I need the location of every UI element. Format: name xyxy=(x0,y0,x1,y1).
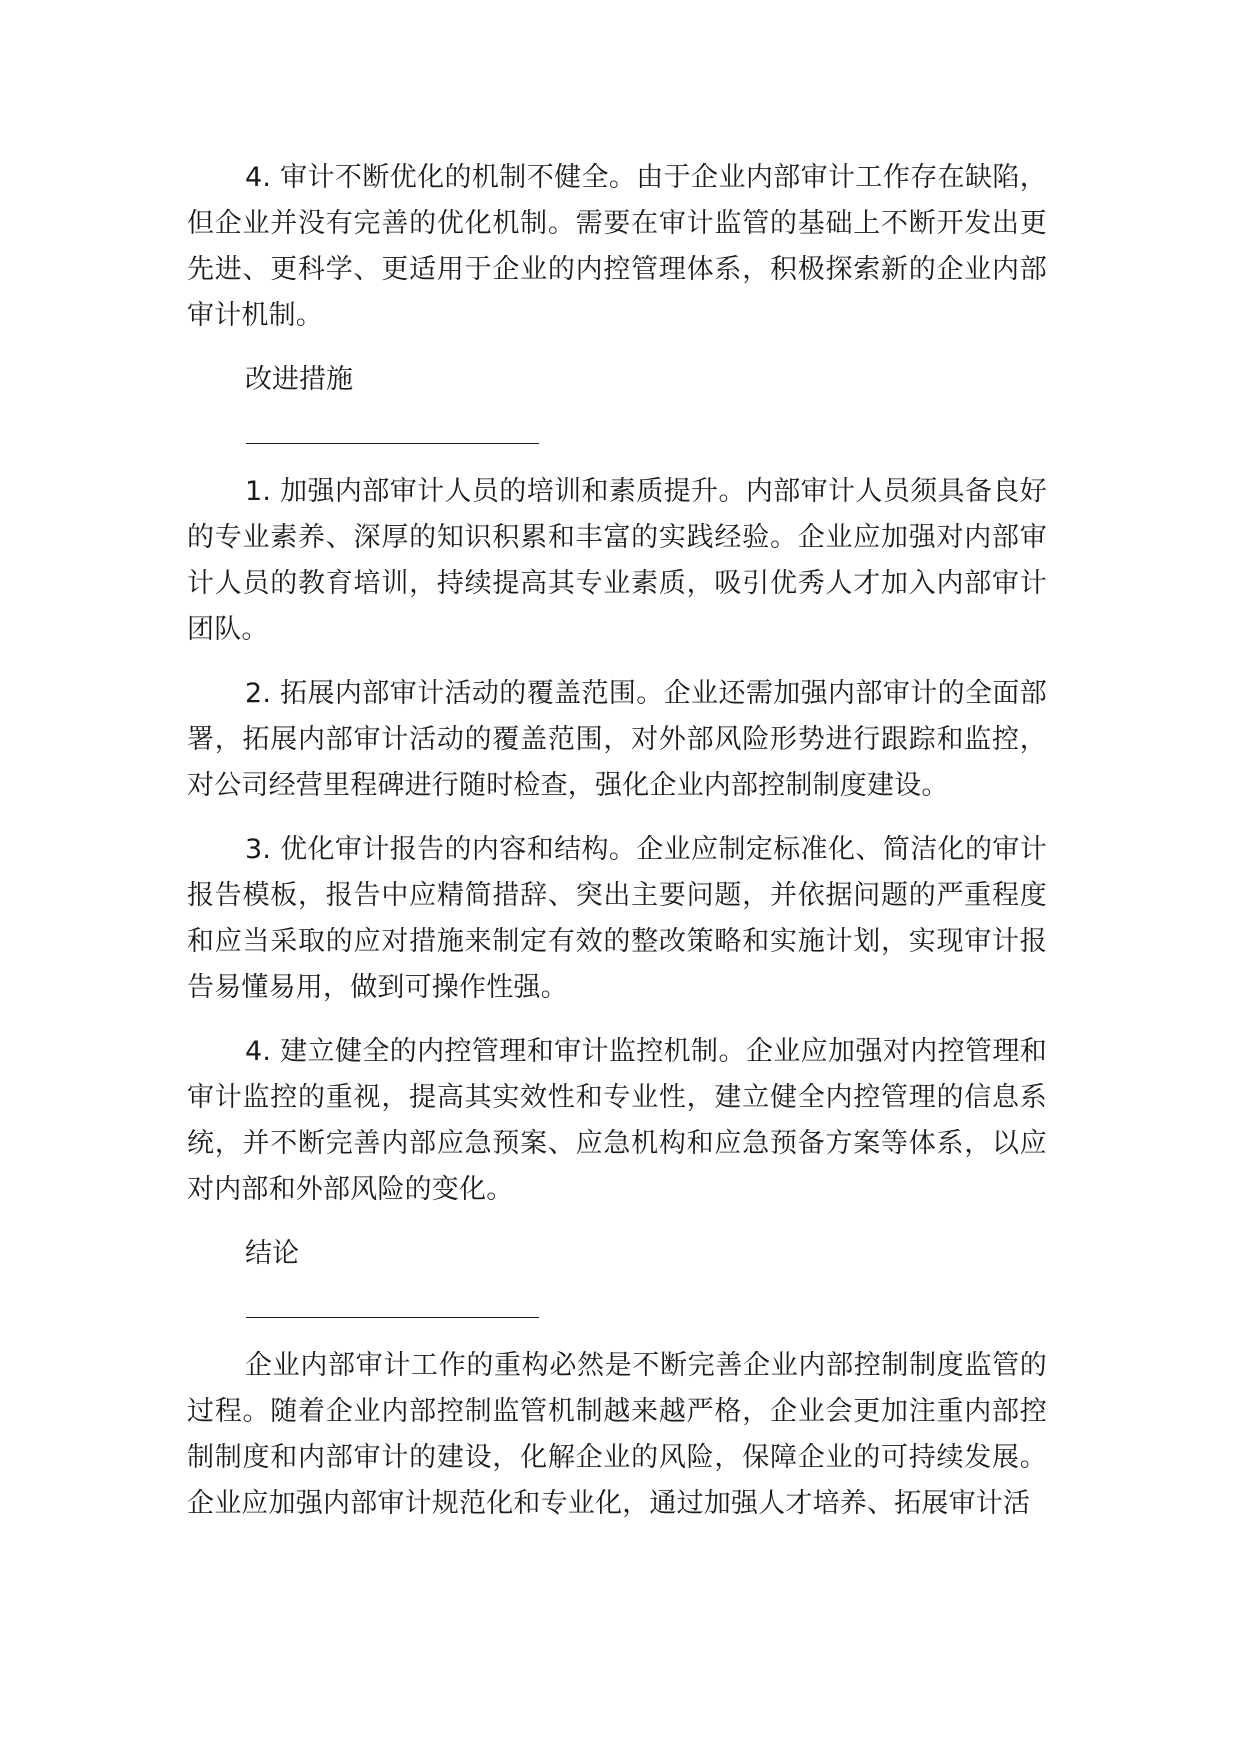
paragraph-mechanism-deficiency: 4. 审计不断优化的机制不健全。由于企业内部审计工作存在缺陷，但企业并没有完善的优化机制。需要在审计监管的基础上不断开发出更先进、更科学、更适用于企业的内控管理体系，积极探索新的企业内部审计机制。 xyxy=(187,162,1047,331)
horizontal-rule xyxy=(246,1317,539,1318)
heading-underline xyxy=(187,1277,1047,1343)
horizontal-rule xyxy=(246,443,539,444)
paragraph-measure-2: 2. 拓展内部审计活动的覆盖范围。企业还需加强内部审计的全面部署，拓展内部审计活动的覆盖范围，对外部风险形势进行跟踪和监控，对公司经营里程碑进行随时检查，强化企业内部控制制度建设。 xyxy=(187,678,1047,801)
paragraph-conclusion: 企业内部审计工作的重构必然是不断完善企业内部控制制度监管的过程。随着企业内部控制监管机制越来越严格，企业会更加注重内部控制制度和内部审计的建设，化解企业的风险，保障企业的可持续发展。企业应加强内部审计规范化和专业化，通过加强人才培养、拓展审计活 xyxy=(187,1350,1047,1519)
heading-improvement-measures: 改进措施 xyxy=(245,364,353,395)
heading-conclusion: 结论 xyxy=(245,1238,299,1269)
heading-underline xyxy=(187,403,1047,469)
document-body xyxy=(187,155,1047,1545)
paragraph-measure-3: 3. 优化审计报告的内容和结构。企业应制定标准化、简洁化的审计报告模板，报告中应精简措辞、突出主要问题，并依据问题的严重程度和应当采取的应对措施来制定有效的整改策略和实施计划，实现审计报告易懂易用，做到可操作性强。 xyxy=(187,834,1047,1003)
paragraph-measure-4: 4. 建立健全的内控管理和审计监控机制。企业应加强对内控管理和审计监控的重视，提高其实效性和专业性，建立健全内控管理的信息系统，并不断完善内部应急预案、应急机构和应急预备方案等体系，以应对内部和外部风险的变化。 xyxy=(187,1036,1047,1205)
paragraph-measure-1: 1. 加强内部审计人员的培训和素质提升。内部审计人员须具备良好的专业素养、深厚的知识积累和丰富的实践经验。企业应加强对内部审计人员的教育培训，持续提高其专业素质，吸引优秀人才加入内部审计团队。 xyxy=(187,476,1047,645)
